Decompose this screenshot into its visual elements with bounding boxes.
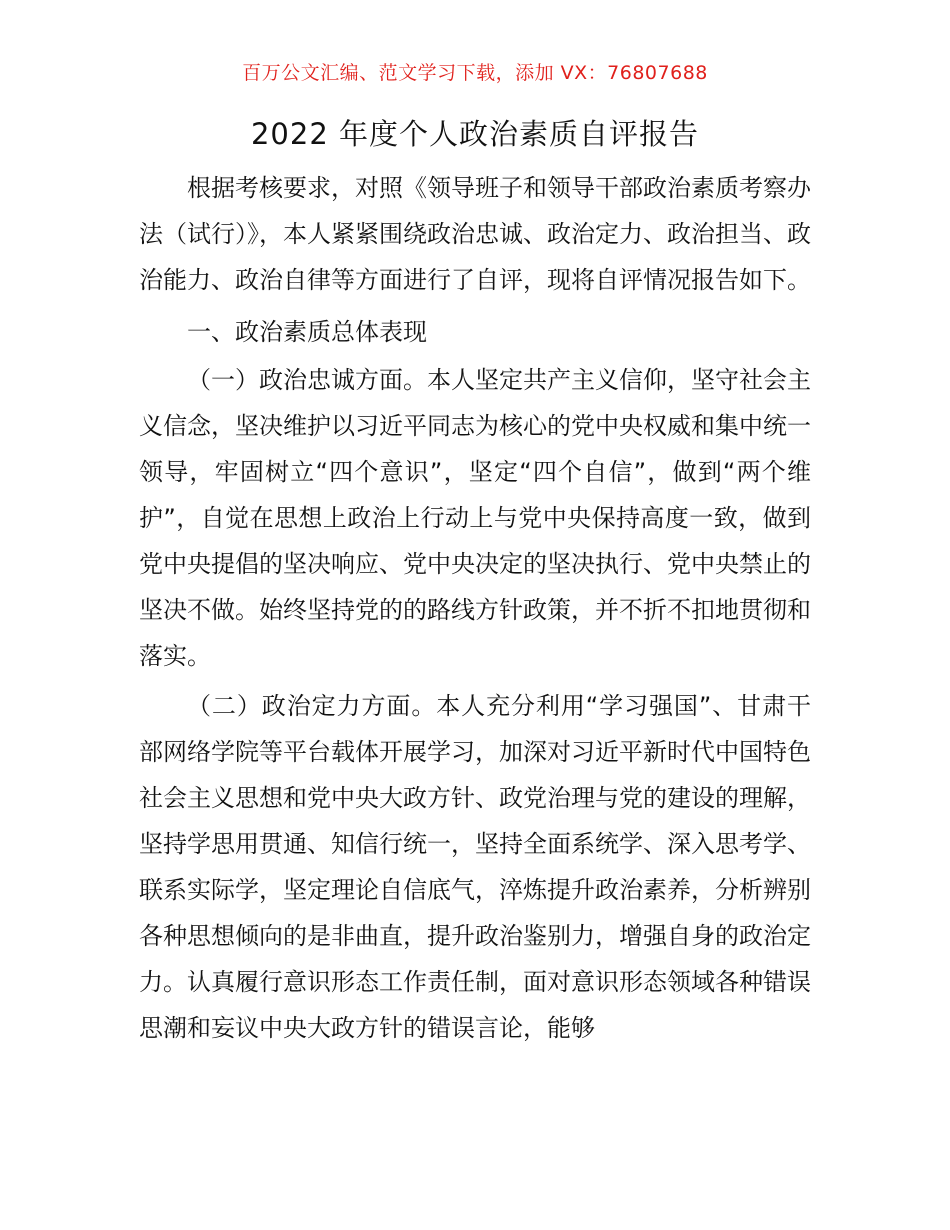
header-watermark-note: 百万公文汇编、范文学习下载，添加 VX：76807688 <box>242 62 708 84</box>
steadfastness-paragraph: （二）政治定力方面。本人充分利用“学习强国”、甘肃干部网络学院等平台载体开展学习，加深对习近平新时代中国特色社会主义思想和党中央大政方针、政党治理与党的建设的理解，坚持学思用贯通、知信行统一，坚持全面系统学、深入思考学、联系实际学，坚定理论自信底气，淬炼提升政治素养，分析辨别各种思想倾向的是非曲直，提升政治鉴别力，增强自身的政治定力。认真履行意识形态工作责任制，面对意识形态领域各种错误思潮和妄议中央大政方针的错误言论，能够 <box>139 692 811 1042</box>
document-title: 2022 年度个人政治素质自评报告 <box>250 117 700 151</box>
loyalty-paragraph: （一）政治忠诚方面。本人坚定共产主义信仰，坚守社会主义信念，坚决维护以习近平同志为核心的党中央权威和集中统一领导，牢固树立“四个意识”，坚定“四个自信”，做到“两个维护”，自觉在思想上政治上行动上与党中央保持高度一致，做到党中央提倡的坚决响应、党中央决定的坚决执行、党中央禁止的坚决不做。始终坚持党的的路线方针政策，并不折不扣地贯彻和落实。 <box>139 366 811 670</box>
section-heading: 一、政治素质总体表现 <box>187 318 427 346</box>
intro-paragraph: 根据考核要求，对照《领导班子和领导干部政治素质考察办法（试行）》，本人紧紧围绕政治忠诚、政治定力、政治担当、政治能力、政治自律等方面进行了自评，现将自评情况报告如下。 <box>139 174 811 294</box>
document-body <box>139 165 811 1051</box>
